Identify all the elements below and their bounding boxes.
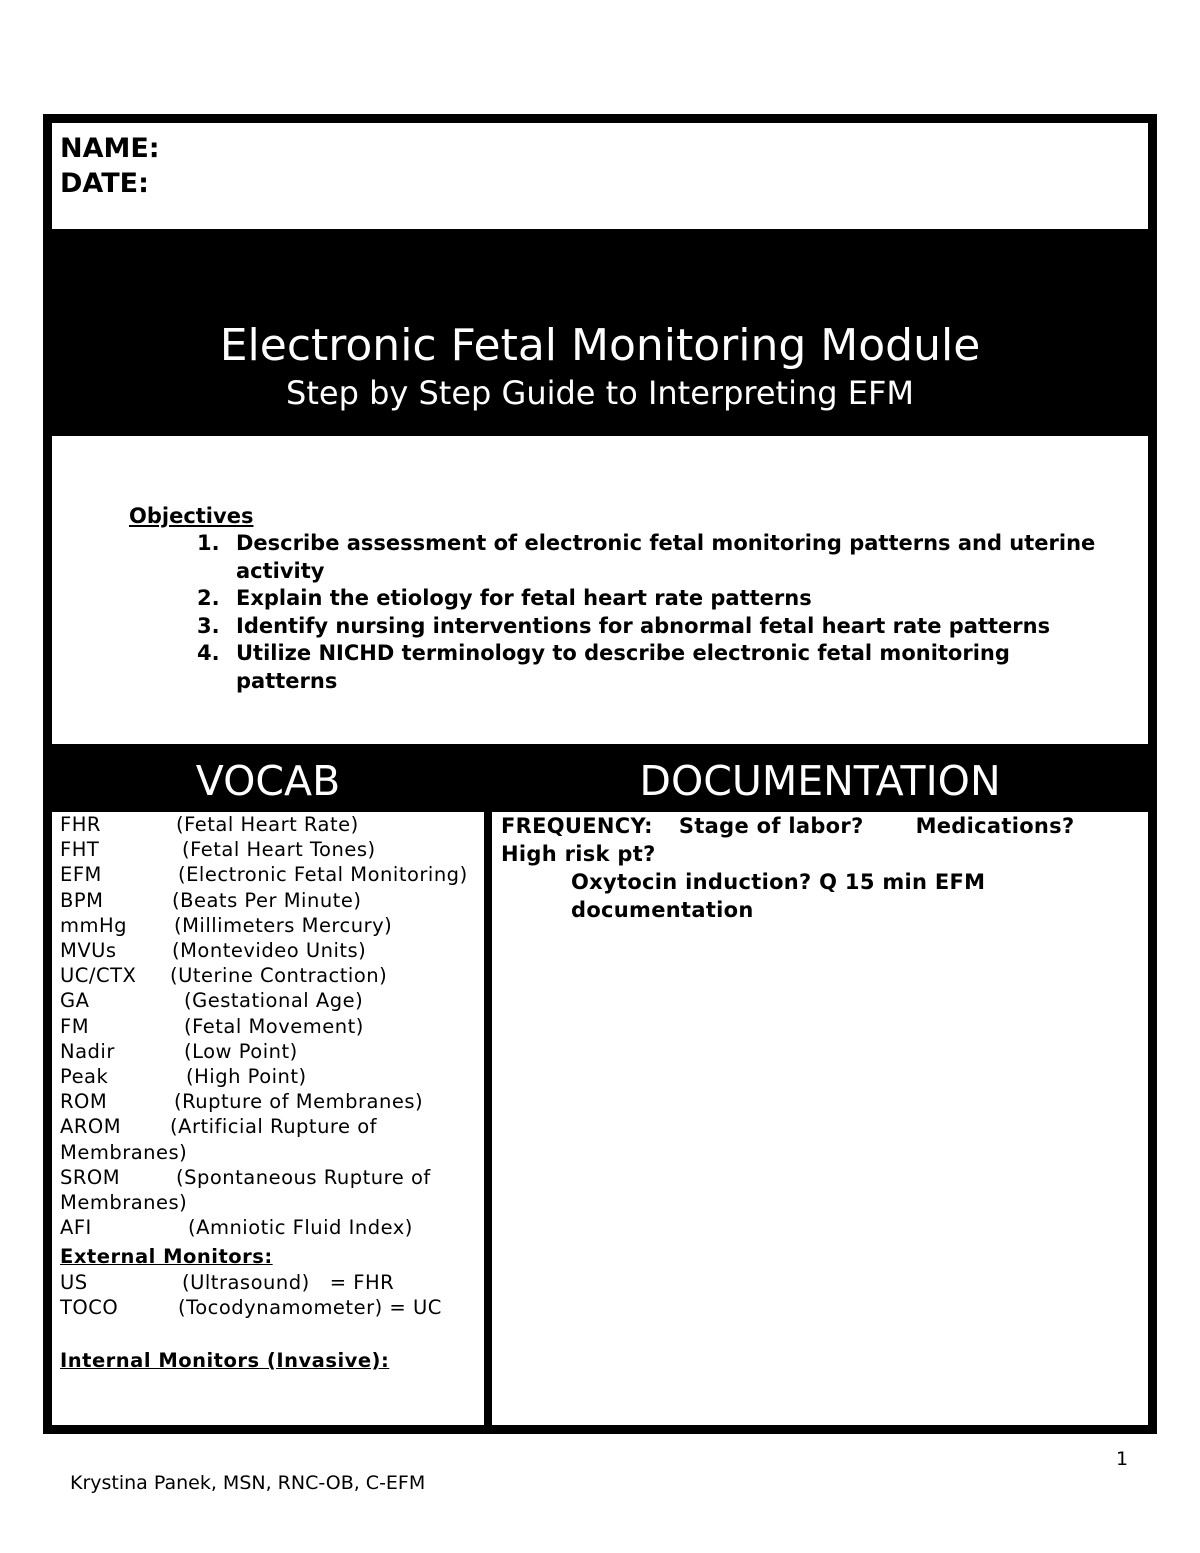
objective-number: 4. bbox=[197, 641, 220, 665]
vocab-term bbox=[60, 1039, 484, 1064]
vocab-definition: (Electronic Fetal Monitoring) bbox=[178, 863, 468, 887]
objectives-heading: Objectives bbox=[129, 504, 254, 528]
objective-item bbox=[197, 585, 1117, 613]
footer-author: Krystina Panek, MSN, RNC-OB, C-EFM bbox=[70, 1472, 426, 1494]
external-monitors-heading: External Monitors: bbox=[60, 1245, 273, 1269]
vocab-abbr: MVUs bbox=[60, 939, 117, 963]
vocab-section bbox=[52, 812, 484, 1425]
vocab-term bbox=[60, 938, 484, 963]
date-label: DATE: bbox=[60, 168, 149, 199]
vocab-abbr: SROM bbox=[60, 1165, 121, 1189]
documentation-section bbox=[492, 812, 1148, 1425]
objectives-list bbox=[197, 530, 1117, 695]
vocab-definition: (Low Point) bbox=[184, 1039, 298, 1063]
module-subtitle: Step by Step Guide to Interpreting EFM bbox=[286, 374, 914, 412]
vocab-term bbox=[60, 963, 484, 988]
objective-number: 1. bbox=[197, 531, 220, 555]
monitor-definition: (Tocodynamometer) bbox=[178, 1295, 383, 1319]
objective-item bbox=[197, 530, 1117, 585]
module-title: Electronic Fetal Monitoring Module bbox=[219, 320, 981, 371]
monitor-definition: (Ultrasound) bbox=[182, 1270, 310, 1294]
monitor-equivalent: = FHR bbox=[329, 1270, 395, 1294]
vocab-abbr: Nadir bbox=[60, 1039, 115, 1063]
vocab-term bbox=[60, 1089, 484, 1114]
vocab-definition: (Spontaneous Rupture of Membranes) bbox=[60, 1165, 431, 1215]
external-monitor-item bbox=[60, 1295, 484, 1320]
monitor-abbr: US bbox=[60, 1270, 88, 1294]
oxytocin-note: Oxytocin induction? Q 15 min EFM documentation bbox=[571, 870, 986, 922]
vocab-abbr: FHR bbox=[60, 813, 101, 836]
vocab-term bbox=[60, 862, 484, 887]
vocab-abbr: FHT bbox=[60, 838, 100, 862]
question-medications: Medications? bbox=[915, 814, 1075, 838]
form-frame bbox=[43, 114, 1157, 1434]
objective-text: Describe assessment of electronic fetal monitoring patterns and uterine activity bbox=[236, 531, 1096, 583]
vocab-abbr: UC/CTX bbox=[60, 964, 137, 988]
name-label: NAME: bbox=[60, 133, 160, 164]
vocab-abbr: mmHg bbox=[60, 913, 128, 937]
vocab-definition: (Gestational Age) bbox=[184, 989, 364, 1013]
vocab-definition: (Millimeters Mercury) bbox=[174, 913, 393, 937]
vocab-definition: (High Point) bbox=[186, 1065, 307, 1089]
vocab-definition: (Montevideo Units) bbox=[172, 939, 367, 963]
vocab-definition: (Fetal Heart Rate) bbox=[176, 813, 359, 836]
objectives-section bbox=[52, 436, 1148, 744]
vocab-list bbox=[60, 812, 484, 1240]
vocab-abbr: ROM bbox=[60, 1090, 108, 1114]
monitor-equivalent: = UC bbox=[389, 1295, 442, 1319]
vocab-definition: (Uterine Contraction) bbox=[170, 964, 388, 988]
monitor-abbr: TOCO bbox=[60, 1295, 119, 1319]
vocab-definition: (Rupture of Membranes) bbox=[174, 1090, 424, 1114]
objective-number: 2. bbox=[197, 586, 220, 610]
objective-text: Identify nursing interventions for abnormal fetal heart rate patterns bbox=[236, 613, 1051, 638]
vocab-term bbox=[60, 812, 484, 837]
vocab-abbr: Peak bbox=[60, 1065, 109, 1089]
vocab-term bbox=[60, 837, 484, 862]
vocab-term bbox=[60, 1215, 484, 1240]
vocab-term bbox=[60, 1014, 484, 1039]
vocab-abbr: AROM bbox=[60, 1115, 122, 1139]
vocab-term bbox=[60, 913, 484, 938]
objective-item bbox=[197, 640, 1117, 695]
vocab-term bbox=[60, 1114, 484, 1164]
objective-number: 3. bbox=[197, 613, 220, 638]
documentation-header: DOCUMENTATION bbox=[639, 757, 1001, 805]
vocab-header: VOCAB bbox=[195, 757, 341, 805]
external-monitor-item bbox=[60, 1270, 484, 1295]
question-stage-of-labor: Stage of labor? bbox=[678, 814, 864, 838]
vocab-definition: (Fetal Movement) bbox=[184, 1014, 364, 1038]
vocab-term bbox=[60, 1064, 484, 1089]
vocab-term bbox=[60, 988, 484, 1013]
vocab-abbr: GA bbox=[60, 989, 90, 1013]
documentation-frequency-line bbox=[501, 812, 1148, 840]
vocab-abbr: FM bbox=[60, 1014, 90, 1038]
vocab-abbr: AFI bbox=[60, 1216, 92, 1240]
vocab-term bbox=[60, 1165, 484, 1215]
vocab-abbr: BPM bbox=[60, 888, 104, 912]
vocab-definition: (Beats Per Minute) bbox=[172, 888, 362, 912]
vocab-definition: (Amniotic Fluid Index) bbox=[188, 1216, 413, 1240]
page-number: 1 bbox=[1116, 1448, 1129, 1470]
vocab-term bbox=[60, 888, 484, 913]
vocab-definition: (Fetal Heart Tones) bbox=[182, 838, 376, 862]
frequency-label: FREQUENCY: bbox=[501, 814, 653, 838]
objective-item bbox=[197, 613, 1117, 641]
vocab-definition: (Artificial Rupture of Membranes) bbox=[60, 1115, 378, 1164]
objective-text: Explain the etiology for fetal heart rate patterns bbox=[236, 586, 812, 610]
vocab-abbr: EFM bbox=[60, 863, 102, 887]
objective-text: Utilize NICHD terminology to describe electronic fetal monitoring patterns bbox=[236, 641, 1010, 693]
internal-monitors-heading: Internal Monitors (Invasive): bbox=[60, 1349, 390, 1373]
question-high-risk: High risk pt? bbox=[501, 842, 656, 866]
name-date-section bbox=[52, 123, 1148, 229]
